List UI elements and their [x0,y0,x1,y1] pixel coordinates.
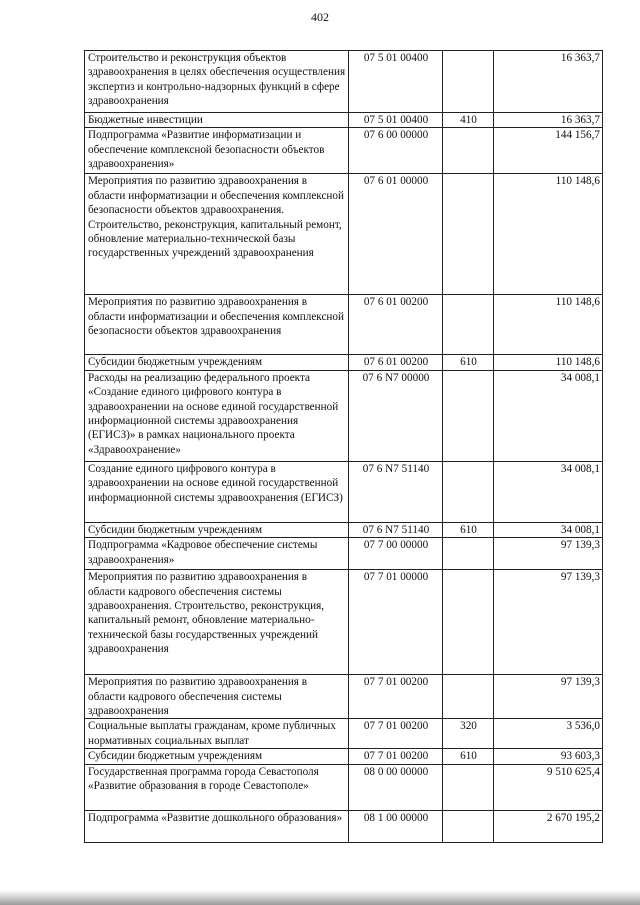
row-sum: 16 363,7 [494,51,603,113]
table-row [85,370,603,461]
page-number: 402 [311,10,329,24]
table-row [85,538,603,570]
row-name: Мероприятия по развитию здравоохранения в области информатизации и обеспечения комплексной безопасности объектов здравоохранения. Строительство, реконструкция, капитальный ремонт, обновление материально-технической базы государственных учреждений здравоохранения [85,174,349,295]
row-code: 07 6 01 00200 [349,295,443,355]
row-code: 07 7 01 00200 [349,675,443,719]
row-name: Государственная программа города Севастополя «Развитие образования в городе Севастополе» [85,764,349,810]
row-code: 07 7 00 00000 [349,538,443,570]
row-name: Расходы на реализацию федерального проекта «Создание единого цифрового контура в здравоохранении на основе единой государственной информационной системы здравоохранения (ЕГИСЗ)» в рамках национального проекта «Здравоохранение» [85,370,349,461]
row-sum: 97 139,3 [494,675,603,719]
row-sum: 34 008,1 [494,522,603,537]
row-type [443,810,494,842]
budget-table [84,50,603,843]
row-name: Бюджетные инвестиции [85,113,349,128]
row-sum: 9 510 625,4 [494,764,603,810]
table-row [85,113,603,128]
row-sum: 110 148,6 [494,174,603,295]
row-code: 07 6 N7 00000 [349,370,443,461]
row-sum: 144 156,7 [494,128,603,174]
row-type: 410 [443,113,494,128]
table-row [85,719,603,749]
row-code: 07 6 N7 51140 [349,461,443,522]
row-name: Строительство и реконструкция объектов здравоохранения в целях обеспечения осуществления экспертиз и контрольно-надзорных функций в сфере здравоохранения [85,51,349,113]
table-row [85,675,603,719]
table-row [85,749,603,764]
row-code: 08 1 00 00000 [349,810,443,842]
table-row [85,295,603,355]
row-type [443,675,494,719]
row-sum: 2 670 195,2 [494,810,603,842]
table-row [85,764,603,810]
row-code: 07 7 01 00000 [349,570,443,675]
row-name: Создание единого цифрового контура в здравоохранении на основе единой государственной информационной системы здравоохранения (ЕГИСЗ) [85,461,349,522]
row-sum: 93 603,3 [494,749,603,764]
table-row [85,174,603,295]
row-code: 07 6 01 00200 [349,355,443,370]
row-code: 07 5 01 00400 [349,113,443,128]
row-type [443,295,494,355]
row-name: Субсидии бюджетным учреждениям [85,355,349,370]
row-code: 07 6 00 00000 [349,128,443,174]
row-name: Мероприятия по развитию здравоохранения в области информатизации и обеспечения комплексной безопасности объектов здравоохранения [85,295,349,355]
scan-edge [0,890,640,905]
row-type: 320 [443,719,494,749]
row-name: Подпрограмма «Развитие информатизации и обеспечение комплексной безопасности объектов здравоохранения» [85,128,349,174]
row-name: Мероприятия по развитию здравоохранения в области кадрового обеспечения системы здравоохранения. Строительство, реконструкция, капитальный ремонт, обновление материально-технической базы государственных учреждений здравоохранения [85,570,349,675]
row-code: 07 7 01 00200 [349,749,443,764]
row-code: 07 6 01 00000 [349,174,443,295]
row-name: Субсидии бюджетным учреждениям [85,522,349,537]
row-type [443,461,494,522]
table-row [85,51,603,113]
row-type [443,538,494,570]
table-row [85,355,603,370]
table-row [85,128,603,174]
row-type [443,174,494,295]
table-row [85,570,603,675]
row-name: Подпрограмма «Кадровое обеспечение системы здравоохранения» [85,538,349,570]
row-sum: 110 148,6 [494,355,603,370]
row-type [443,764,494,810]
row-sum: 97 139,3 [494,538,603,570]
row-code: 07 7 01 00200 [349,719,443,749]
row-type [443,128,494,174]
row-sum: 34 008,1 [494,370,603,461]
table-row [85,810,603,842]
table-row [85,522,603,537]
row-type [443,570,494,675]
row-sum: 97 139,3 [494,570,603,675]
row-name: Мероприятия по развитию здравоохранения в области кадрового обеспечения системы здравоохранения [85,675,349,719]
row-code: 08 0 00 00000 [349,764,443,810]
row-type [443,51,494,113]
row-sum: 16 363,7 [494,113,603,128]
row-name: Подпрограмма «Развитие дошкольного образования» [85,810,349,842]
row-type: 610 [443,749,494,764]
row-type: 610 [443,522,494,537]
row-sum: 3 536,0 [494,719,603,749]
row-name: Субсидии бюджетным учреждениям [85,749,349,764]
table-row [85,461,603,522]
row-code: 07 5 01 00400 [349,51,443,113]
row-sum: 34 008,1 [494,461,603,522]
row-type: 610 [443,355,494,370]
row-sum: 110 148,6 [494,295,603,355]
row-type [443,370,494,461]
row-code: 07 6 N7 51140 [349,522,443,537]
row-name: Социальные выплаты гражданам, кроме публичных нормативных социальных выплат [85,719,349,749]
